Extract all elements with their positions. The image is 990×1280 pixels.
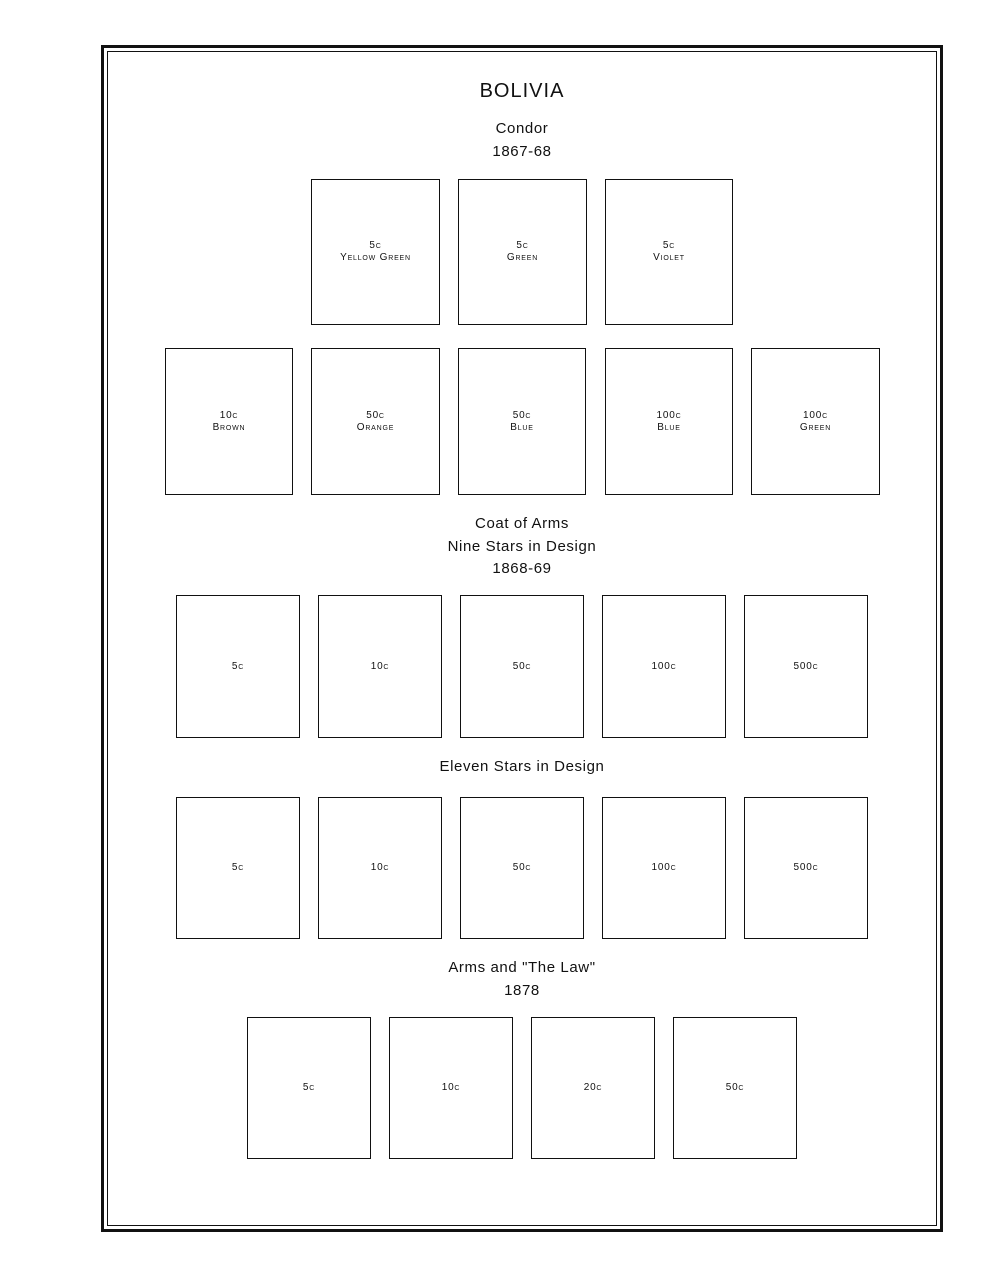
stamp-space bbox=[318, 595, 442, 738]
stamp-value: 5c bbox=[302, 1082, 316, 1093]
section-title-eleven-stars: Eleven Stars in Design bbox=[439, 758, 605, 775]
stamp-space bbox=[165, 348, 293, 495]
stamp-value: 50c bbox=[366, 409, 385, 421]
stamp-space bbox=[744, 595, 868, 738]
stamp-space bbox=[744, 797, 868, 939]
stamp-value: 10c bbox=[441, 1082, 461, 1093]
stamp-space bbox=[458, 348, 586, 495]
section-title-condor: Condor bbox=[495, 120, 549, 137]
stamp-color: Yellow Green bbox=[340, 252, 411, 263]
stamp-space bbox=[673, 1017, 797, 1159]
section-years-coat-of-arms: 1868-69 bbox=[492, 560, 552, 577]
stamp-space bbox=[318, 797, 442, 939]
stamp-value: 10c bbox=[370, 660, 390, 672]
section-title-coat-of-arms: Coat of Arms bbox=[475, 515, 569, 532]
stamp-space bbox=[247, 1017, 371, 1159]
stamp-color: Green bbox=[506, 252, 539, 263]
stamp-value: 500c bbox=[793, 862, 819, 873]
stamp-space bbox=[602, 797, 726, 939]
stamp-space bbox=[389, 1017, 513, 1159]
stamp-value: 5c bbox=[516, 240, 529, 251]
stamp-space bbox=[605, 348, 733, 495]
stamp-value: 20c bbox=[583, 1082, 603, 1093]
section-years-condor: 1867-68 bbox=[492, 143, 552, 160]
stamp-value: 50c bbox=[512, 862, 532, 873]
stamp-value: 100c bbox=[651, 660, 677, 672]
stamp-space bbox=[311, 179, 440, 325]
stamp-value: 5c bbox=[231, 660, 245, 672]
stamp-value: 50c bbox=[725, 1082, 745, 1093]
stamp-color: Violet bbox=[653, 252, 685, 263]
section-title-arms-and-the-law: Arms and "The Law" bbox=[448, 959, 596, 976]
stamp-space bbox=[531, 1017, 655, 1159]
stamp-value: 5c bbox=[369, 240, 382, 251]
section-subtitle-nine-stars: Nine Stars in Design bbox=[447, 538, 597, 555]
stamp-space bbox=[311, 348, 440, 495]
stamp-value: 5c bbox=[231, 862, 245, 873]
stamp-value: 500c bbox=[793, 660, 819, 672]
stamp-space bbox=[602, 595, 726, 738]
stamp-value: 50c bbox=[512, 660, 532, 672]
stamp-value: 10c bbox=[219, 409, 239, 421]
stamp-color: Blue bbox=[657, 421, 681, 433]
stamp-space bbox=[458, 179, 587, 325]
stamp-value: 100c bbox=[656, 409, 682, 421]
stamp-color: Brown bbox=[212, 421, 246, 433]
stamp-value: 50c bbox=[512, 409, 532, 421]
stamp-color: Blue bbox=[510, 421, 534, 433]
stamp-space bbox=[751, 348, 880, 495]
stamp-color: Green bbox=[799, 421, 832, 433]
stamp-value: 10c bbox=[370, 862, 390, 873]
stamp-value: 100c bbox=[651, 862, 677, 873]
stamp-value: 100c bbox=[803, 409, 828, 421]
stamp-space bbox=[605, 179, 733, 325]
page-title: BOLIVIA bbox=[479, 80, 565, 102]
section-years-arms-and-the-law: 1878 bbox=[504, 982, 540, 999]
stamp-space bbox=[460, 595, 584, 738]
stamp-value: 5c bbox=[662, 240, 676, 251]
stamp-space bbox=[460, 797, 584, 939]
stamp-space bbox=[176, 797, 300, 939]
stamp-space bbox=[176, 595, 300, 738]
stamp-color: Orange bbox=[356, 421, 395, 433]
